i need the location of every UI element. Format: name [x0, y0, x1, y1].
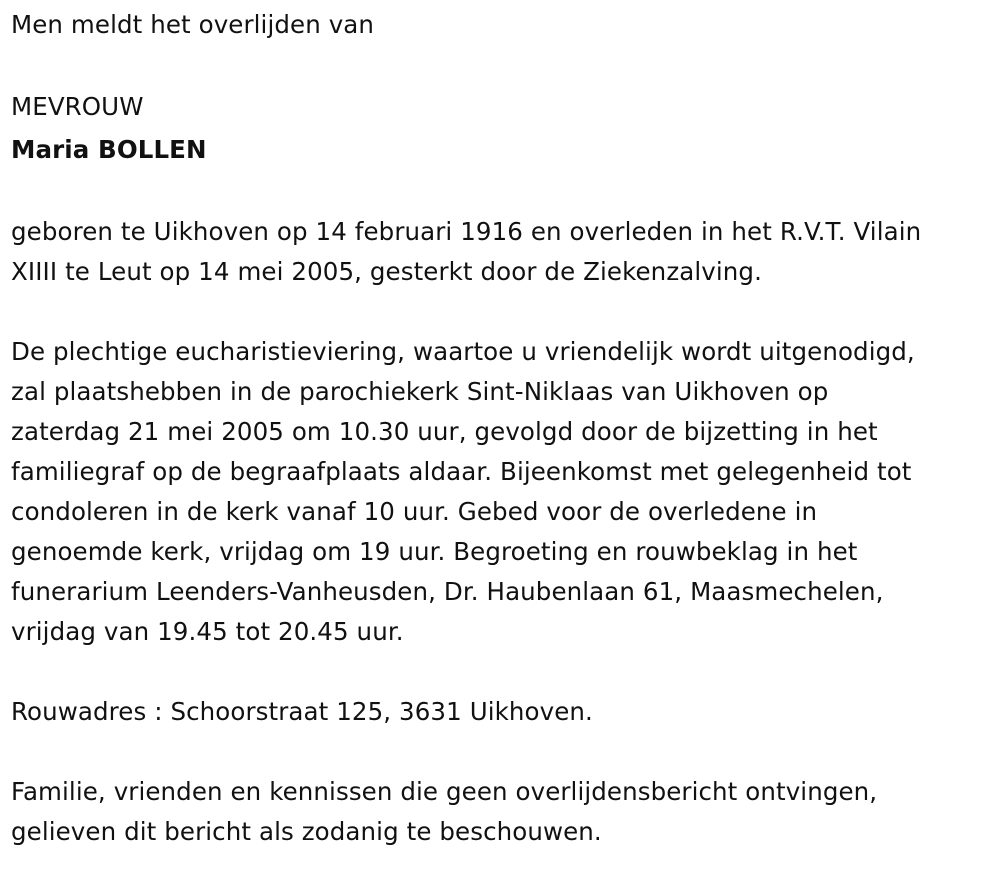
spacer [11, 652, 996, 692]
paragraph-line: vrijdag van 19.45 tot 20.45 uur. [11, 617, 404, 646]
intro-text: Men meldt het overlijden van [11, 10, 375, 39]
paragraph-line: geboren te Uikhoven op 14 februari 1916 en overleden in het R.V.T. Vilain [11, 217, 922, 246]
ceremony-paragraph [11, 332, 996, 652]
spacer [11, 45, 996, 85]
paragraph-line: De plechtige eucharistieviering, waartoe u vriendelijk wordt uitgenodigd, [11, 337, 915, 366]
spacer [11, 172, 996, 212]
paragraph-line: familiegraf op de begraafplaats aldaar. Bijeenkomst met gelegenheid tot [11, 457, 912, 486]
paragraph-line: genoemde kerk, vrijdag om 19 uur. Begroeting en rouwbeklag in het [11, 537, 858, 566]
paragraph-line: Familie, vrienden en kennissen die geen overlijdensbericht ontvingen, [11, 777, 878, 806]
spacer [11, 292, 996, 332]
mourning-address: Rouwadres : Schoorstraat 125, 3631 Uikhoven. [11, 697, 593, 726]
paragraph-line: funerarium Leenders-Vanheusden, Dr. Haubenlaan 61, Maasmechelen, [11, 577, 884, 606]
paragraph-line: XIIII te Leut op 14 mei 2005, gesterkt door de Ziekenzalving. [11, 257, 762, 286]
death-notice [11, 5, 996, 852]
closing-paragraph [11, 772, 996, 852]
paragraph-line: zal plaatshebben in de parochiekerk Sint-Niklaas van Uikhoven op [11, 377, 829, 406]
paragraph-line: condoleren in de kerk vanaf 10 uur. Gebed voor de overledene in [11, 497, 818, 526]
paragraph-line: gelieven dit bericht als zodanig te beschouwen. [11, 817, 602, 846]
birth-death-paragraph [11, 212, 996, 292]
paragraph-line: zaterdag 21 mei 2005 om 10.30 uur, gevolgd door de bijzetting in het [11, 417, 878, 446]
spacer [11, 732, 996, 772]
deceased-name: Maria BOLLEN [11, 135, 207, 164]
salutation: MEVROUW [11, 92, 144, 121]
